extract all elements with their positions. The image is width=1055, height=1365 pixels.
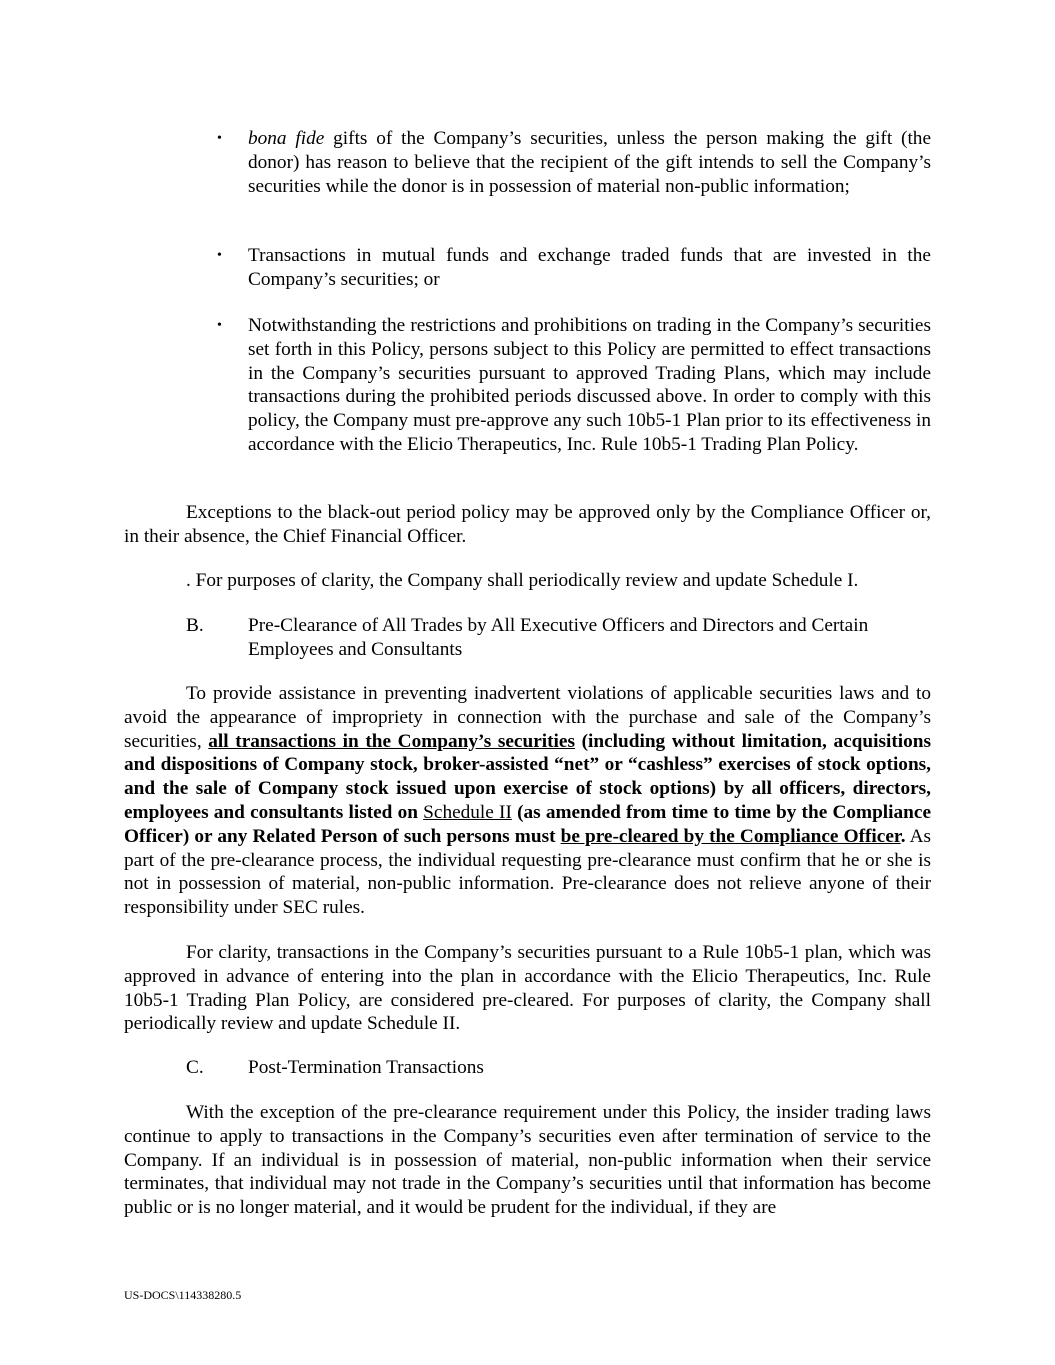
pre-cleared-emphasis: be pre-cleared by the Compliance Officer [560,825,901,847]
rule-10b5-1-clarity-paragraph: For clarity, transactions in the Company’s securities pursuant to a Rule 10b5-1 plan, which was approved in advance of entering into the plan in accordance with the Elicio Therapeutics, Inc. Rule 10b5-1 Trading Plan Policy, are considered pre-cleared. For purposes of clarity, the Company shall periodically review and update Schedule II. [124,942,931,1035]
all-transactions-emphasis: all transactions in the Company’s securities [208,730,575,752]
preclearance-process-text: As part of the pre-clearance process, the individual requesting pre-clearance must confirm that he or she is not in possession of material, non-public information. Pre-clearance does not relieve anyone of their responsibility under SEC rules. [124,825,931,919]
transactions-scope-text: (including without limitation, acquisitions and dispositions of Company stock, broker-assisted “net” or “cashless” exercises of stock options, and the sale of Company stock issued upon exercise of stock options) by all officers, directors, employees and consultants listed on [124,730,931,823]
preclearance-intro: To provide assistance in preventing inadvertent violations of applicable securities laws and to avoid the appearance of impropriety in connection with the purchase and sale of the Company’s securities, [124,683,931,752]
section-c-letter: C. [186,1057,204,1078]
bullet-marker: • [217,248,222,263]
bullet-marker: • [217,131,222,146]
document-footer-id: US-DOCS\114338280.5 [124,1288,242,1302]
preclearance-paragraph [124,682,931,920]
bullet-item-bona-fide-gifts [248,127,931,198]
schedule-i-clarity-line: . For purposes of clarity, the Company shall periodically review and update Schedule I. [186,570,859,591]
italic-lead: bona fide [248,128,325,149]
section-b-title: Pre-Clearance of All Trades by All Executive Officers and Directors and Certain Employees and Consultants [248,615,869,660]
related-person-text: (as amended from time to time by the Compliance Officer) or any Related Person of such persons must [124,801,931,847]
section-b-letter: B. [186,615,204,636]
bullet-item-mutual-funds: Transactions in mutual funds and exchange traded funds that are invested in the Company’s securities; or [248,245,931,290]
bullet-item-trading-plans: Notwithstanding the restrictions and prohibitions on trading in the Company’s securities set forth in this Policy, persons subject to this Policy are permitted to effect transactions in the Company’s securities pursuant to approved Trading Plans, which may include transactions during the prohibited periods discussed above. In order to comply with this policy, the Company must pre-approve any such 10b5-1 Plan prior to its effectiveness in accordance with the Elicio Therapeutics, Inc. Rule 10b5-1 Trading Plan Policy. [248,315,931,455]
emphasis-period: . [900,825,906,847]
bullet-text: gifts of the Company’s securities, unless the person making the gift (the donor) has reason to believe that the recipient of the gift intends to sell the Company’s securities while the donor is in possession of material non-public information; [248,128,932,197]
post-termination-paragraph: With the exception of the pre-clearance requirement under this Policy, the insider trading laws continue to apply to transactions in the Company’s securities even after termination of service to the Company. If an individual is in possession of material, non-public information when their service terminates, that individual may not trade in the Company’s securities until that information has become public or is no longer material, and it would be prudent for the individual, if they are [124,1102,931,1219]
schedule-ii-reference: Schedule II [423,801,512,823]
section-c-title: Post-Termination Transactions [248,1057,484,1078]
exceptions-paragraph: Exceptions to the black-out period policy may be approved only by the Compliance Officer or, in their absence, the Chief Financial Officer. [124,502,931,547]
bullet-marker: • [217,318,222,333]
